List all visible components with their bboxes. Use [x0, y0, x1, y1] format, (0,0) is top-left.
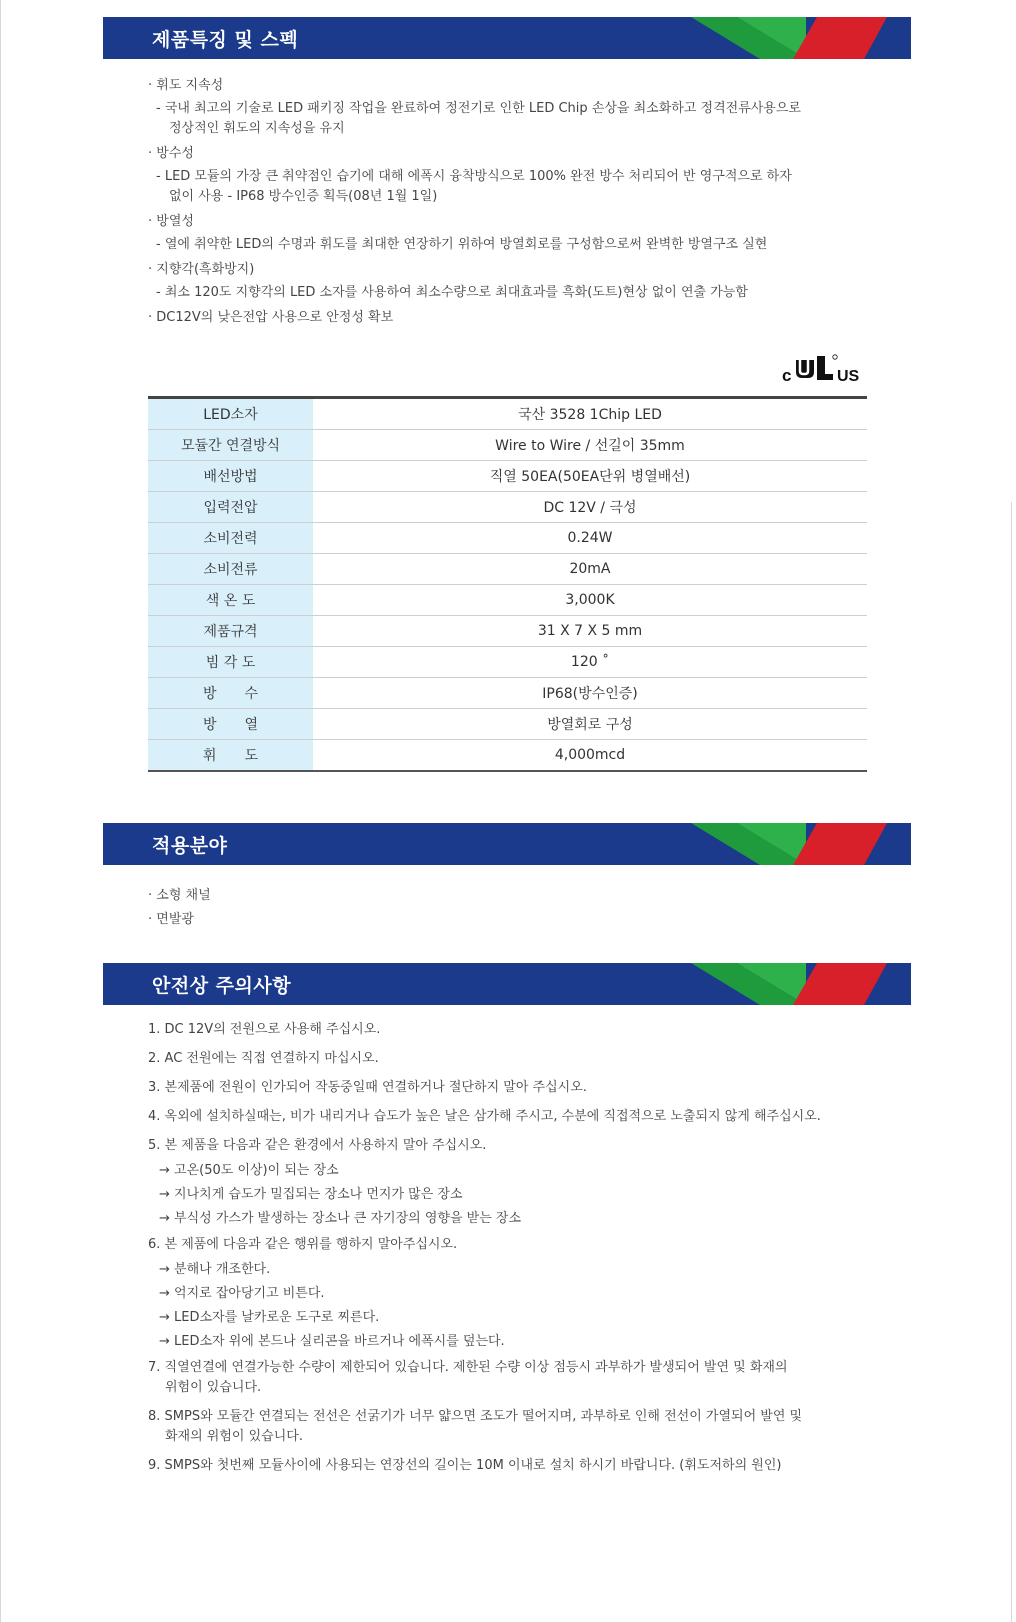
banner-stripe-graphic: [691, 963, 911, 1005]
safety-text: 위험이 있습니다.: [165, 1380, 262, 1395]
spec-value: 방열회로 구성: [313, 709, 867, 740]
safety-list: [148, 1020, 868, 1485]
svg-text:US: US: [837, 368, 860, 385]
safety-subitem: → 분해나 개조한다.: [159, 1262, 271, 1277]
spec-row: [148, 461, 867, 492]
safety-text: 1. DC 12V의 전원으로 사용해 주십시오.: [148, 1022, 381, 1037]
safety-text: 7. 직열연결에 연결가능한 수량이 제한되어 있습니다. 제한된 수량 이상 점등시 과부하가 발생되어 발연 및 화재의: [148, 1360, 788, 1375]
safety-sublist: [148, 1161, 868, 1229]
spec-key: 휘 도: [148, 740, 313, 772]
spec-value: DC 12V / 극성: [313, 492, 867, 523]
spec-key: 제품규격: [148, 616, 313, 647]
applications-title: 적용분야: [152, 835, 228, 857]
spec-key: 빔 각 도: [148, 647, 313, 678]
feature-detail: - 열에 취약한 LED의 수명과 휘도를 최대한 연장하기 위하여 방열회로를 구성함으로써 완벽한 방열구조 실현: [156, 237, 768, 252]
spec-key: 방 수: [148, 678, 313, 709]
spec-row: [148, 430, 867, 461]
spec-row: [148, 523, 867, 554]
spec-key: 입력전압: [148, 492, 313, 523]
features-banner: [103, 17, 911, 59]
spec-key: 색 온 도: [148, 585, 313, 616]
safety-text: 6. 본 제품에 다음과 같은 행위를 행하지 말아주십시오.: [148, 1237, 458, 1252]
spec-value: IP68(방수인증): [313, 678, 867, 709]
spec-table: [148, 396, 867, 772]
spec-row: [148, 709, 867, 740]
safety-item: [148, 1078, 868, 1098]
feature-item: [148, 212, 801, 255]
safety-text: 3. 본제품에 전원이 인가되어 작동중일때 연결하거나 절단하지 말아 주십시오.: [148, 1080, 587, 1095]
spec-key: 소비전력: [148, 523, 313, 554]
safety-sublist: [148, 1260, 868, 1352]
safety-item: [148, 1358, 868, 1398]
safety-item: [148, 1136, 868, 1156]
features-list: [148, 76, 801, 332]
safety-subitem: → 고온(50도 이상)이 되는 장소: [159, 1163, 339, 1178]
feature-heading: · 휘도 지속성: [148, 78, 224, 93]
feature-item: [148, 260, 801, 303]
safety-item: [148, 1049, 868, 1069]
spec-value: 20mA: [313, 554, 867, 585]
safety-item: [148, 1407, 868, 1447]
spec-row: [148, 492, 867, 523]
feature-heading: · 지향각(흑화방지): [148, 262, 255, 277]
safety-subitem: → 지나치게 습도가 밀집되는 장소나 먼지가 많은 장소: [159, 1187, 463, 1202]
spec-value: 4,000mcd: [313, 740, 867, 772]
safety-item: [148, 1107, 868, 1127]
banner-stripe-graphic: [691, 823, 911, 865]
safety-subitem: → 부식성 가스가 발생하는 장소나 큰 자기장의 영향을 받는 장소: [159, 1211, 522, 1226]
applications-list: [148, 884, 211, 932]
feature-heading: · DC12V의 낮은전압 사용으로 안정성 확보: [148, 310, 394, 325]
feature-detail: - 최소 120도 지향각의 LED 소자를 사용하여 최소수량으로 최대효과를 흑화(도트)현상 없이 연출 가능함: [156, 285, 748, 300]
safety-subitem: → LED소자를 날카로운 도구로 찌른다.: [159, 1310, 380, 1325]
spec-row: [148, 554, 867, 585]
spec-value: 직열 50EA(50EA단위 병열배선): [313, 461, 867, 492]
applications-banner: [103, 823, 911, 865]
feature-heading: · 방수성: [148, 146, 194, 161]
feature-item: [148, 76, 801, 139]
safety-text: 2. AC 전원에는 직접 연결하지 마십시오.: [148, 1051, 379, 1066]
spec-key: 모듈간 연결방식: [148, 430, 313, 461]
ul-certification-logo: [780, 350, 870, 386]
spec-value: 120 ˚: [313, 647, 867, 678]
spec-value: 국산 3528 1Chip LED: [313, 398, 867, 430]
spec-value: 31 X 7 X 5 mm: [313, 616, 867, 647]
spec-row: [148, 616, 867, 647]
spec-value: 3,000K: [313, 585, 867, 616]
feature-heading: · 방열성: [148, 214, 194, 229]
spec-key: 소비전류: [148, 554, 313, 585]
spec-row: [148, 678, 867, 709]
safety-banner: [103, 963, 911, 1005]
left-border: [0, 0, 1, 1622]
svg-text:c: c: [782, 366, 792, 385]
safety-text: 9. SMPS와 첫번째 모듈사이에 사용되는 연장선의 길이는 10M 이내로 설치 하시기 바랍니다. (휘도저하의 원인): [148, 1458, 782, 1473]
feature-item: [148, 144, 801, 207]
feature-detail: - 국내 최고의 기술로 LED 패키징 작업을 완료하여 정전기로 인한 LED Chip 손상을 최소화하고 정격전류사용으로: [156, 101, 801, 116]
safety-text: 8. SMPS와 모듈간 연결되는 전선은 선굵기가 너무 얇으면 조도가 떨어지며, 과부하로 인해 전선이 가열되어 발연 및: [148, 1409, 803, 1424]
spec-value: 0.24W: [313, 523, 867, 554]
safety-subitem: → LED소자 위에 본드나 실리콘을 바르거나 에폭시를 덮는다.: [159, 1334, 505, 1349]
spec-key: 방 열: [148, 709, 313, 740]
spec-row: [148, 398, 867, 430]
feature-detail: 정상적인 휘도의 지속성을 유지: [169, 121, 345, 136]
feature-detail: - LED 모듈의 가장 큰 취약점인 습기에 대해 에폭시 융착방식으로 100% 완전 방수 처리되어 반 영구적으로 하자: [156, 169, 792, 184]
safety-text: 4. 옥외에 설치하실때는, 비가 내리거나 습도가 높은 날은 삼가해 주시고, 수분에 직접적으로 노출되지 않게 해주십시오.: [148, 1109, 821, 1124]
feature-item: [148, 308, 801, 328]
spec-row: [148, 647, 867, 678]
safety-text: 5. 본 제품을 다음과 같은 환경에서 사용하지 말아 주십시오.: [148, 1138, 487, 1153]
banner-stripe-graphic: [691, 17, 911, 59]
application-item: · 소형 채널: [148, 888, 211, 903]
feature-detail: 없이 사용 - IP68 방수인증 획득(08년 1월 1일): [169, 189, 438, 204]
spec-row: [148, 740, 867, 772]
safety-item: [148, 1456, 868, 1476]
spec-key: LED소자: [148, 398, 313, 430]
safety-item: [148, 1235, 868, 1255]
spec-row: [148, 585, 867, 616]
application-item: · 면발광: [148, 912, 194, 927]
spec-value: Wire to Wire / 선길이 35mm: [313, 430, 867, 461]
safety-title: 안전상 주의사항: [152, 975, 292, 997]
safety-subitem: → 억지로 잡아당기고 비튼다.: [159, 1286, 325, 1301]
safety-item: [148, 1020, 868, 1040]
spec-key: 배선방법: [148, 461, 313, 492]
safety-text: 화재의 위험이 있습니다.: [165, 1429, 303, 1444]
features-title: 제품특징 및 스펙: [152, 29, 299, 51]
right-border: [1011, 502, 1012, 1622]
